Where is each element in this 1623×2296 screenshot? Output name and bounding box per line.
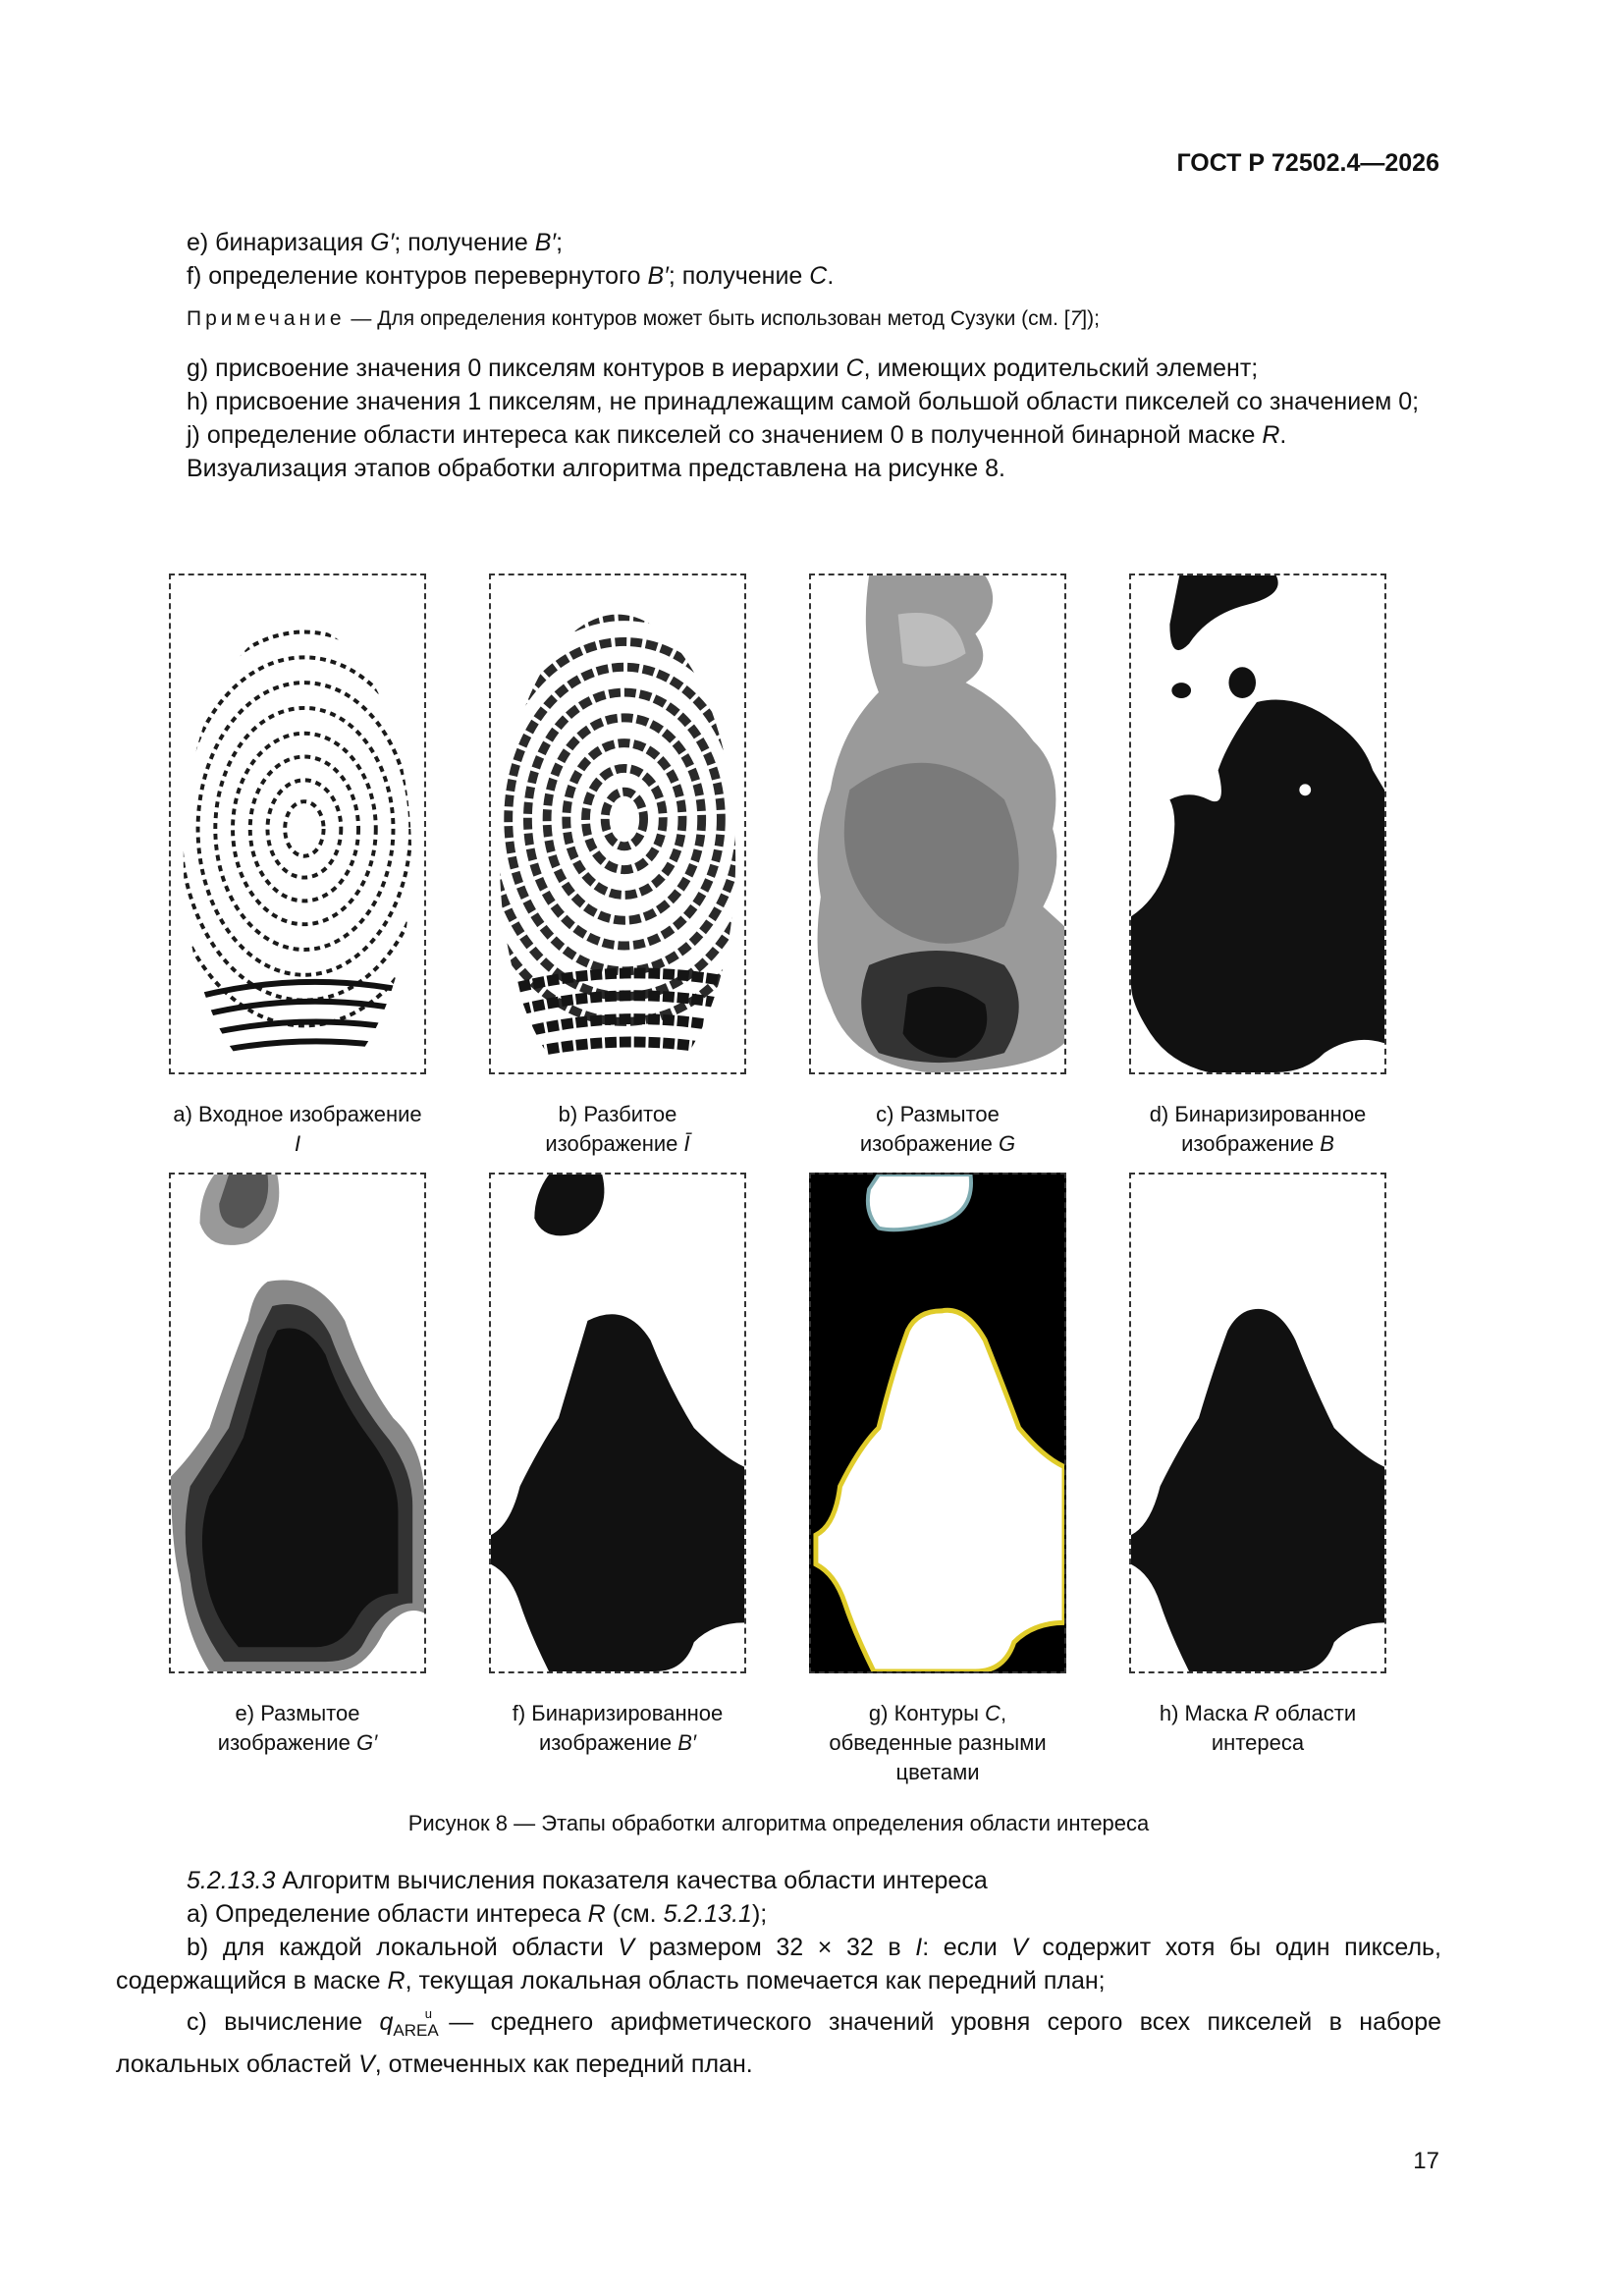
q-symbol: q — [379, 2008, 394, 2036]
caption-a: a) Входное изображение I — [173, 1102, 422, 1156]
caption-h: h) Маска R области интереса — [1159, 1701, 1357, 1755]
caption-g: g) Контуры C, обведенные разными цветами — [829, 1701, 1047, 1784]
steps-mid — [116, 352, 1441, 485]
section-5-2-13-3 — [116, 1864, 1441, 2081]
panel-input-image — [169, 574, 426, 1074]
blurred-image-prime — [171, 1175, 424, 1671]
panel-blurred-image-prime — [169, 1173, 426, 1673]
caption-f: f) Бинаризированное изображение B′ — [512, 1701, 724, 1755]
figure-title: Рисунок 8 — Этапы обработки алгоритма определения области интереса — [407, 1811, 1150, 1835]
section-item-c: c) вычисление $q_{AREA}^u$ — среднего арифметического значений уровня серого всех пикселей в наборе локальных областей V, отмеченных как передний план. — [116, 2006, 1441, 2078]
document-id: ГОСТ Р 72502.4—2026 — [1176, 149, 1439, 177]
step-g: g) присвоение значения 0 пикселям контуров в иерархии C, имеющих родительский элемент; — [187, 355, 1259, 382]
note: Примечание — Для определения контуров может быть использован метод Сузуки (см. [7]); — [187, 307, 1100, 330]
section-item-a: a) Определение области интереса R (см. 5.2.13.1); — [187, 1900, 768, 1928]
panel-binarized-image-prime — [489, 1173, 746, 1673]
contours-image — [811, 1175, 1064, 1671]
caption-e: e) Размытое изображение G′ — [217, 1701, 378, 1755]
step-f: f) определение контуров перевернутого B′; получение C. — [187, 262, 835, 290]
panel-roi-mask — [1129, 1173, 1386, 1673]
panel-contours — [809, 1173, 1066, 1673]
section-heading: 5.2.13.3 Алгоритм вычисления показателя качества области интереса — [187, 1867, 988, 1894]
binarized-image-prime — [491, 1175, 744, 1671]
panel-blurred-image — [809, 574, 1066, 1074]
steps-top — [116, 226, 1441, 293]
roi-mask-image — [1131, 1175, 1384, 1671]
step-j: j) определение области интереса как пикселей со значением 0 в полученной бинарной маске R. — [187, 421, 1287, 449]
fingerprint-image — [171, 575, 424, 1072]
caption-d: d) Бинаризированное изображение B — [1149, 1102, 1367, 1156]
caption-b: b) Разбитое изображение Ī — [545, 1102, 690, 1156]
blocked-fingerprint-image — [491, 575, 744, 1072]
page-number: 17 — [1413, 2148, 1439, 2174]
step-h: h) присвоение значения 1 пикселям, не принадлежащим самой большой области пикселей со значением 0; — [187, 388, 1420, 415]
binarized-image — [1131, 575, 1384, 1072]
caption-c: c) Размытое изображение G — [859, 1102, 1016, 1156]
panel-blocked-image — [489, 574, 746, 1074]
panel-binarized-image — [1129, 574, 1386, 1074]
step-e: e) бинаризация G′; получение B′; — [187, 229, 564, 256]
section-item-b: b) для каждой локальной области V размером 32 × 32 в I: если V содержит хотя бы один пиксель, содержащийся в маске R, текущая локальная область помечается как передний план; — [116, 1934, 1442, 1995]
note-label: Примечание — [187, 307, 346, 330]
visualization-sentence: Визуализация этапов обработки алгоритма представлена на рисунке 8. — [187, 455, 1005, 482]
blurred-image — [811, 575, 1064, 1072]
